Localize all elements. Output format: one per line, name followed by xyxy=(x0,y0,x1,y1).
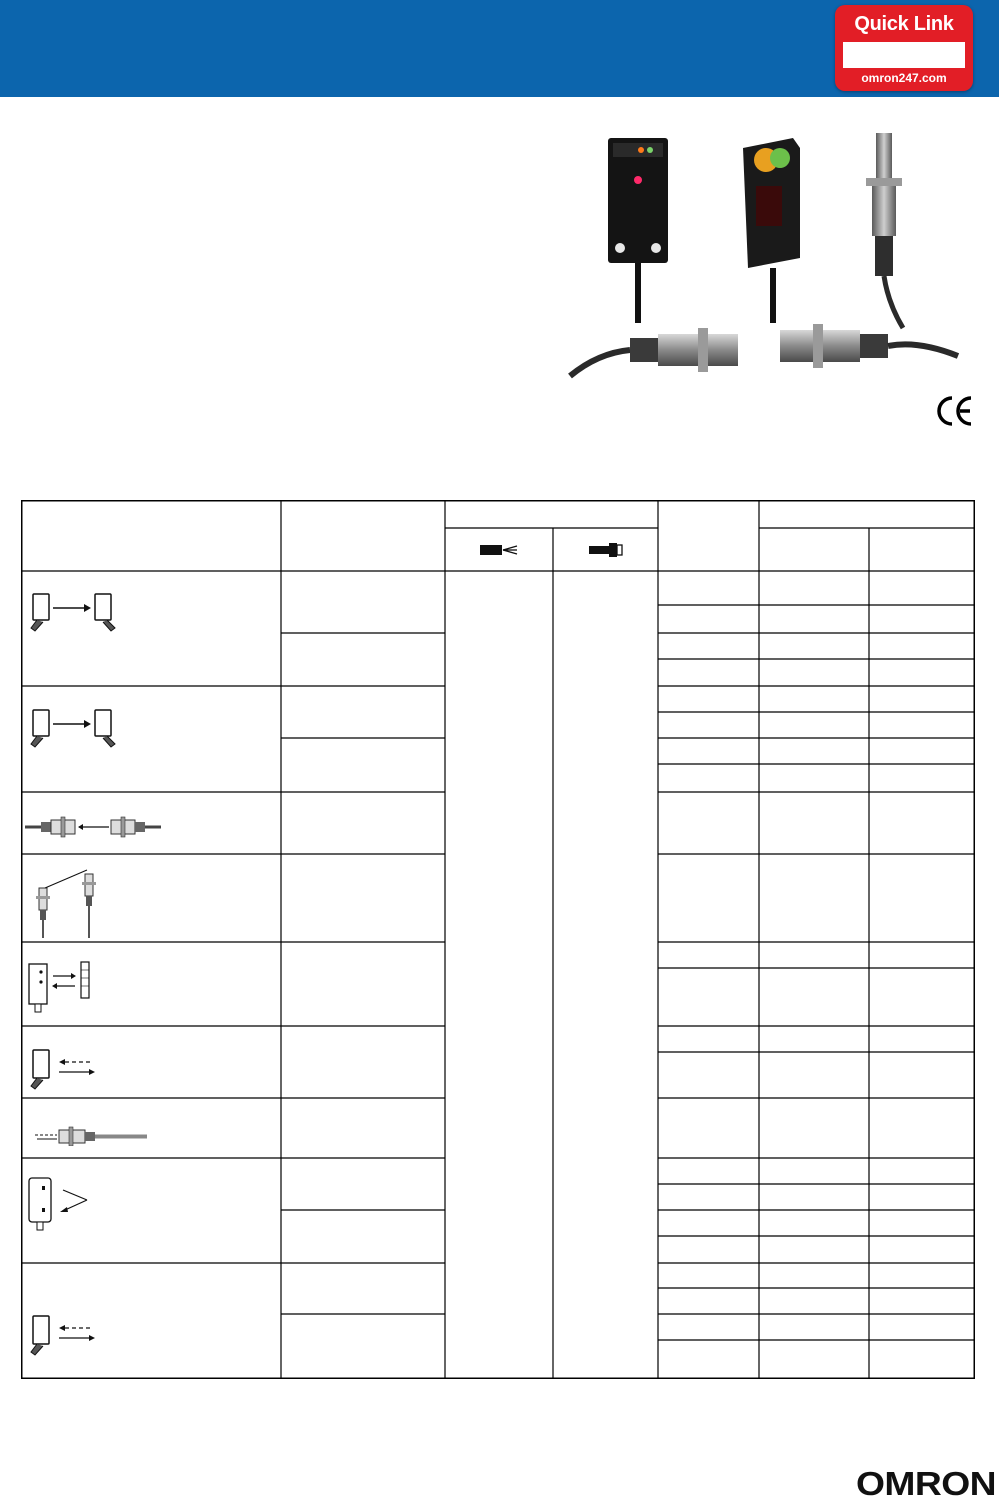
quick-link-badge[interactable] xyxy=(835,5,973,91)
model-table xyxy=(21,500,975,1379)
table-grid xyxy=(21,500,975,1379)
quick-link-title: Quick Link xyxy=(854,13,954,35)
through-beam-rectangular-diagram xyxy=(29,588,119,639)
through-beam-rectangular-diagram-2 xyxy=(29,704,119,755)
ce-mark-icon xyxy=(935,393,975,429)
retro-reflective-diagram xyxy=(27,958,97,1027)
omron-logo xyxy=(855,1465,997,1498)
connector-icon xyxy=(588,542,624,563)
diffuse-reflective-diagram xyxy=(29,1046,109,1097)
diffuse-reflective-cylindrical-diagram xyxy=(35,1126,147,1151)
through-beam-cylindrical-axial-diagram xyxy=(25,814,161,845)
svg-text:OMRON: OMRON xyxy=(856,1465,996,1498)
quick-link-code-box xyxy=(843,42,965,68)
pre-wired-cable-icon xyxy=(479,542,521,563)
through-beam-cylindrical-diagram xyxy=(31,866,101,943)
limited-reflective-diagram xyxy=(27,1174,97,1243)
product-photo xyxy=(558,128,960,402)
quick-link-url[interactable]: omron247.com xyxy=(861,71,947,85)
diffuse-reflective-diagram-2 xyxy=(29,1312,109,1363)
